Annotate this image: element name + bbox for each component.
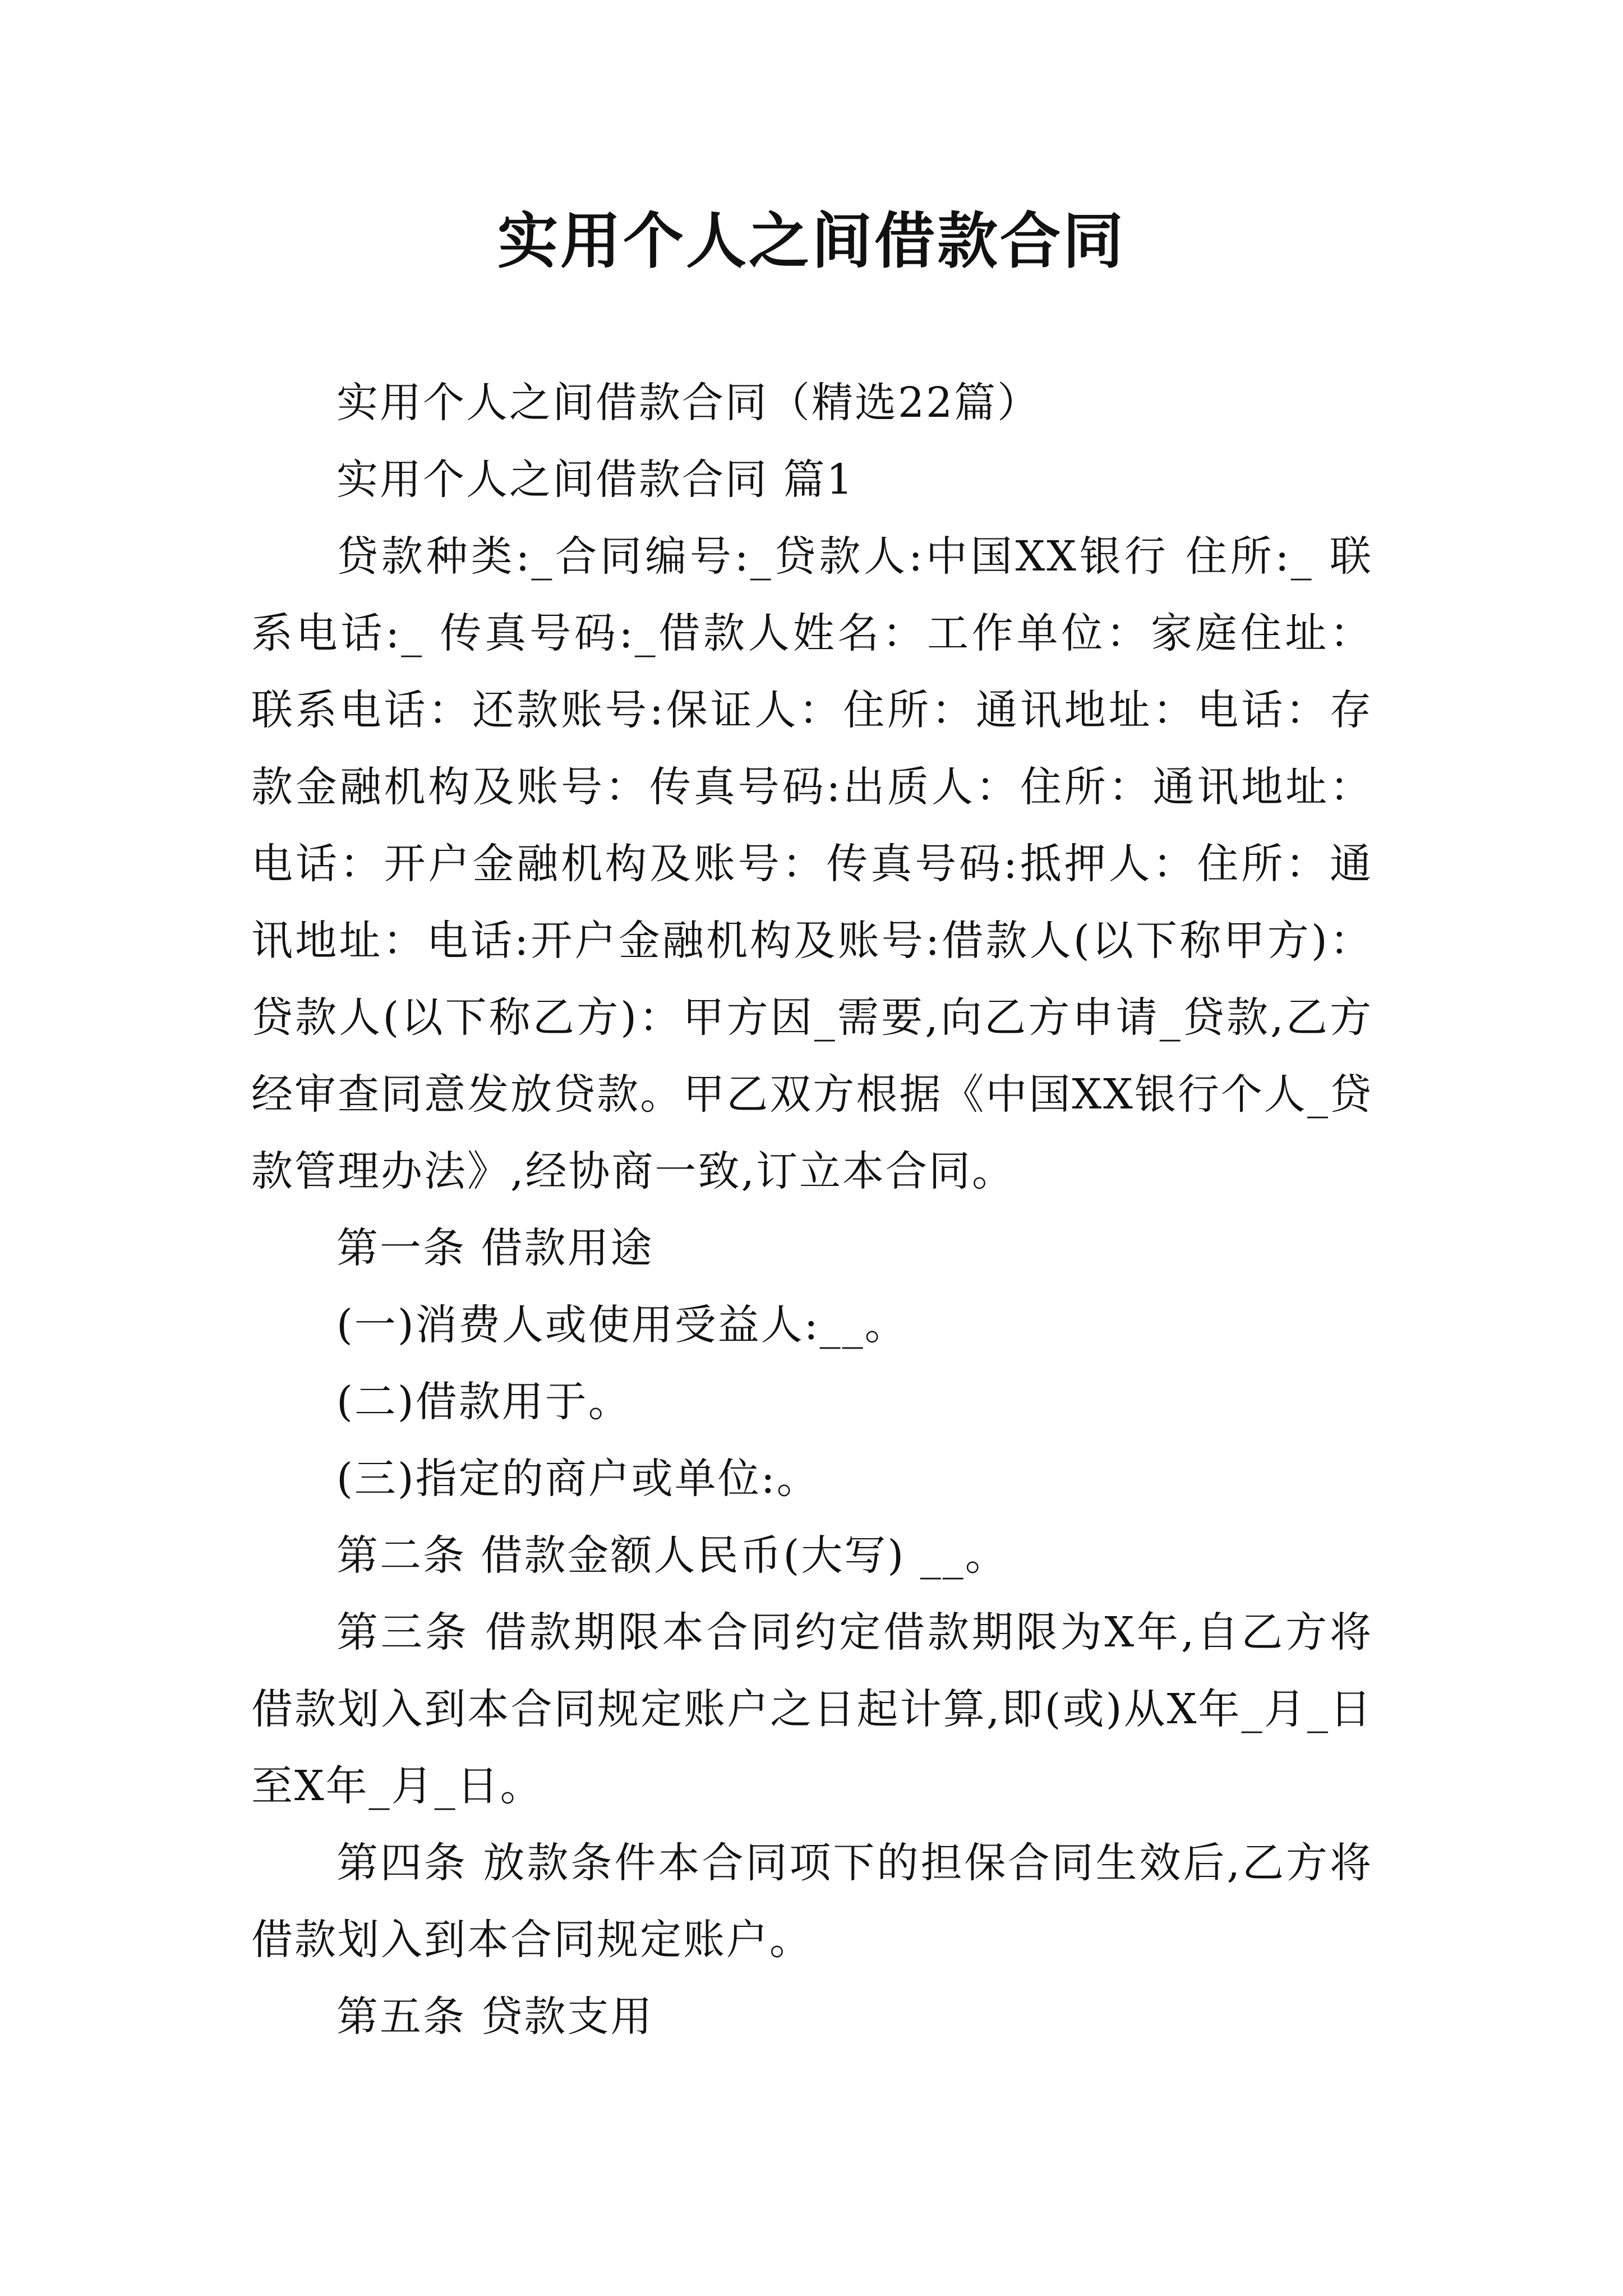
article-3-paragraph: 第三条 借款期限本合同约定借款期限为X年,自乙方将借款划入到本合同规定账户之日起计算,即(或)从X年_月_日至X年_月_日。 [251,1608,1373,1810]
document-body [251,365,1373,2055]
article-1-item-3: (三)指定的商户或单位:。 [336,1455,820,1503]
subtitle-paragraph: 实用个人之间借款合同（精选22篇） [336,379,1041,427]
article-1-item-1: (一)消费人或使用受益人:__。 [336,1301,908,1349]
section-heading: 实用个人之间借款合同 篇1 [336,455,855,504]
article-1-heading: 第一条 借款用途 [336,1224,654,1272]
article-2-paragraph: 第二条 借款金额人民币(大写) __。 [336,1531,1008,1580]
contract-parties-paragraph: 贷款种类:_合同编号:_贷款人:中国XX银行 住所:_ 联系电话:_ 传真号码:_借款人姓名：工作单位：家庭住址：联系电话：还款账号:保证人：住所：通讯地址：电话：存款金融机构及账号：传真号码:出质人：住所：通讯地址：电话：开户金融机构及账号：传真号码:抵押人：住所：通讯地址：电话:开户金融机构及账号:借款人(以下称甲方)：贷款人(以下称乙方)：甲方因_需要,向乙方申请_贷款,乙方经审查同意发放贷款。甲乙双方根据《中国XX银行个人_贷款管理办法》,经协商一致,订立本合同。 [251,532,1373,1195]
article-1-item-2: (二)借款用于。 [336,1378,631,1426]
article-5-heading: 第五条 贷款支用 [336,1993,654,2041]
article-4-paragraph: 第四条 放款条件本合同项下的担保合同生效后,乙方将借款划入到本合同规定账户。 [251,1839,1373,1964]
document-title: 实用个人之间借款合同 [497,206,1126,277]
